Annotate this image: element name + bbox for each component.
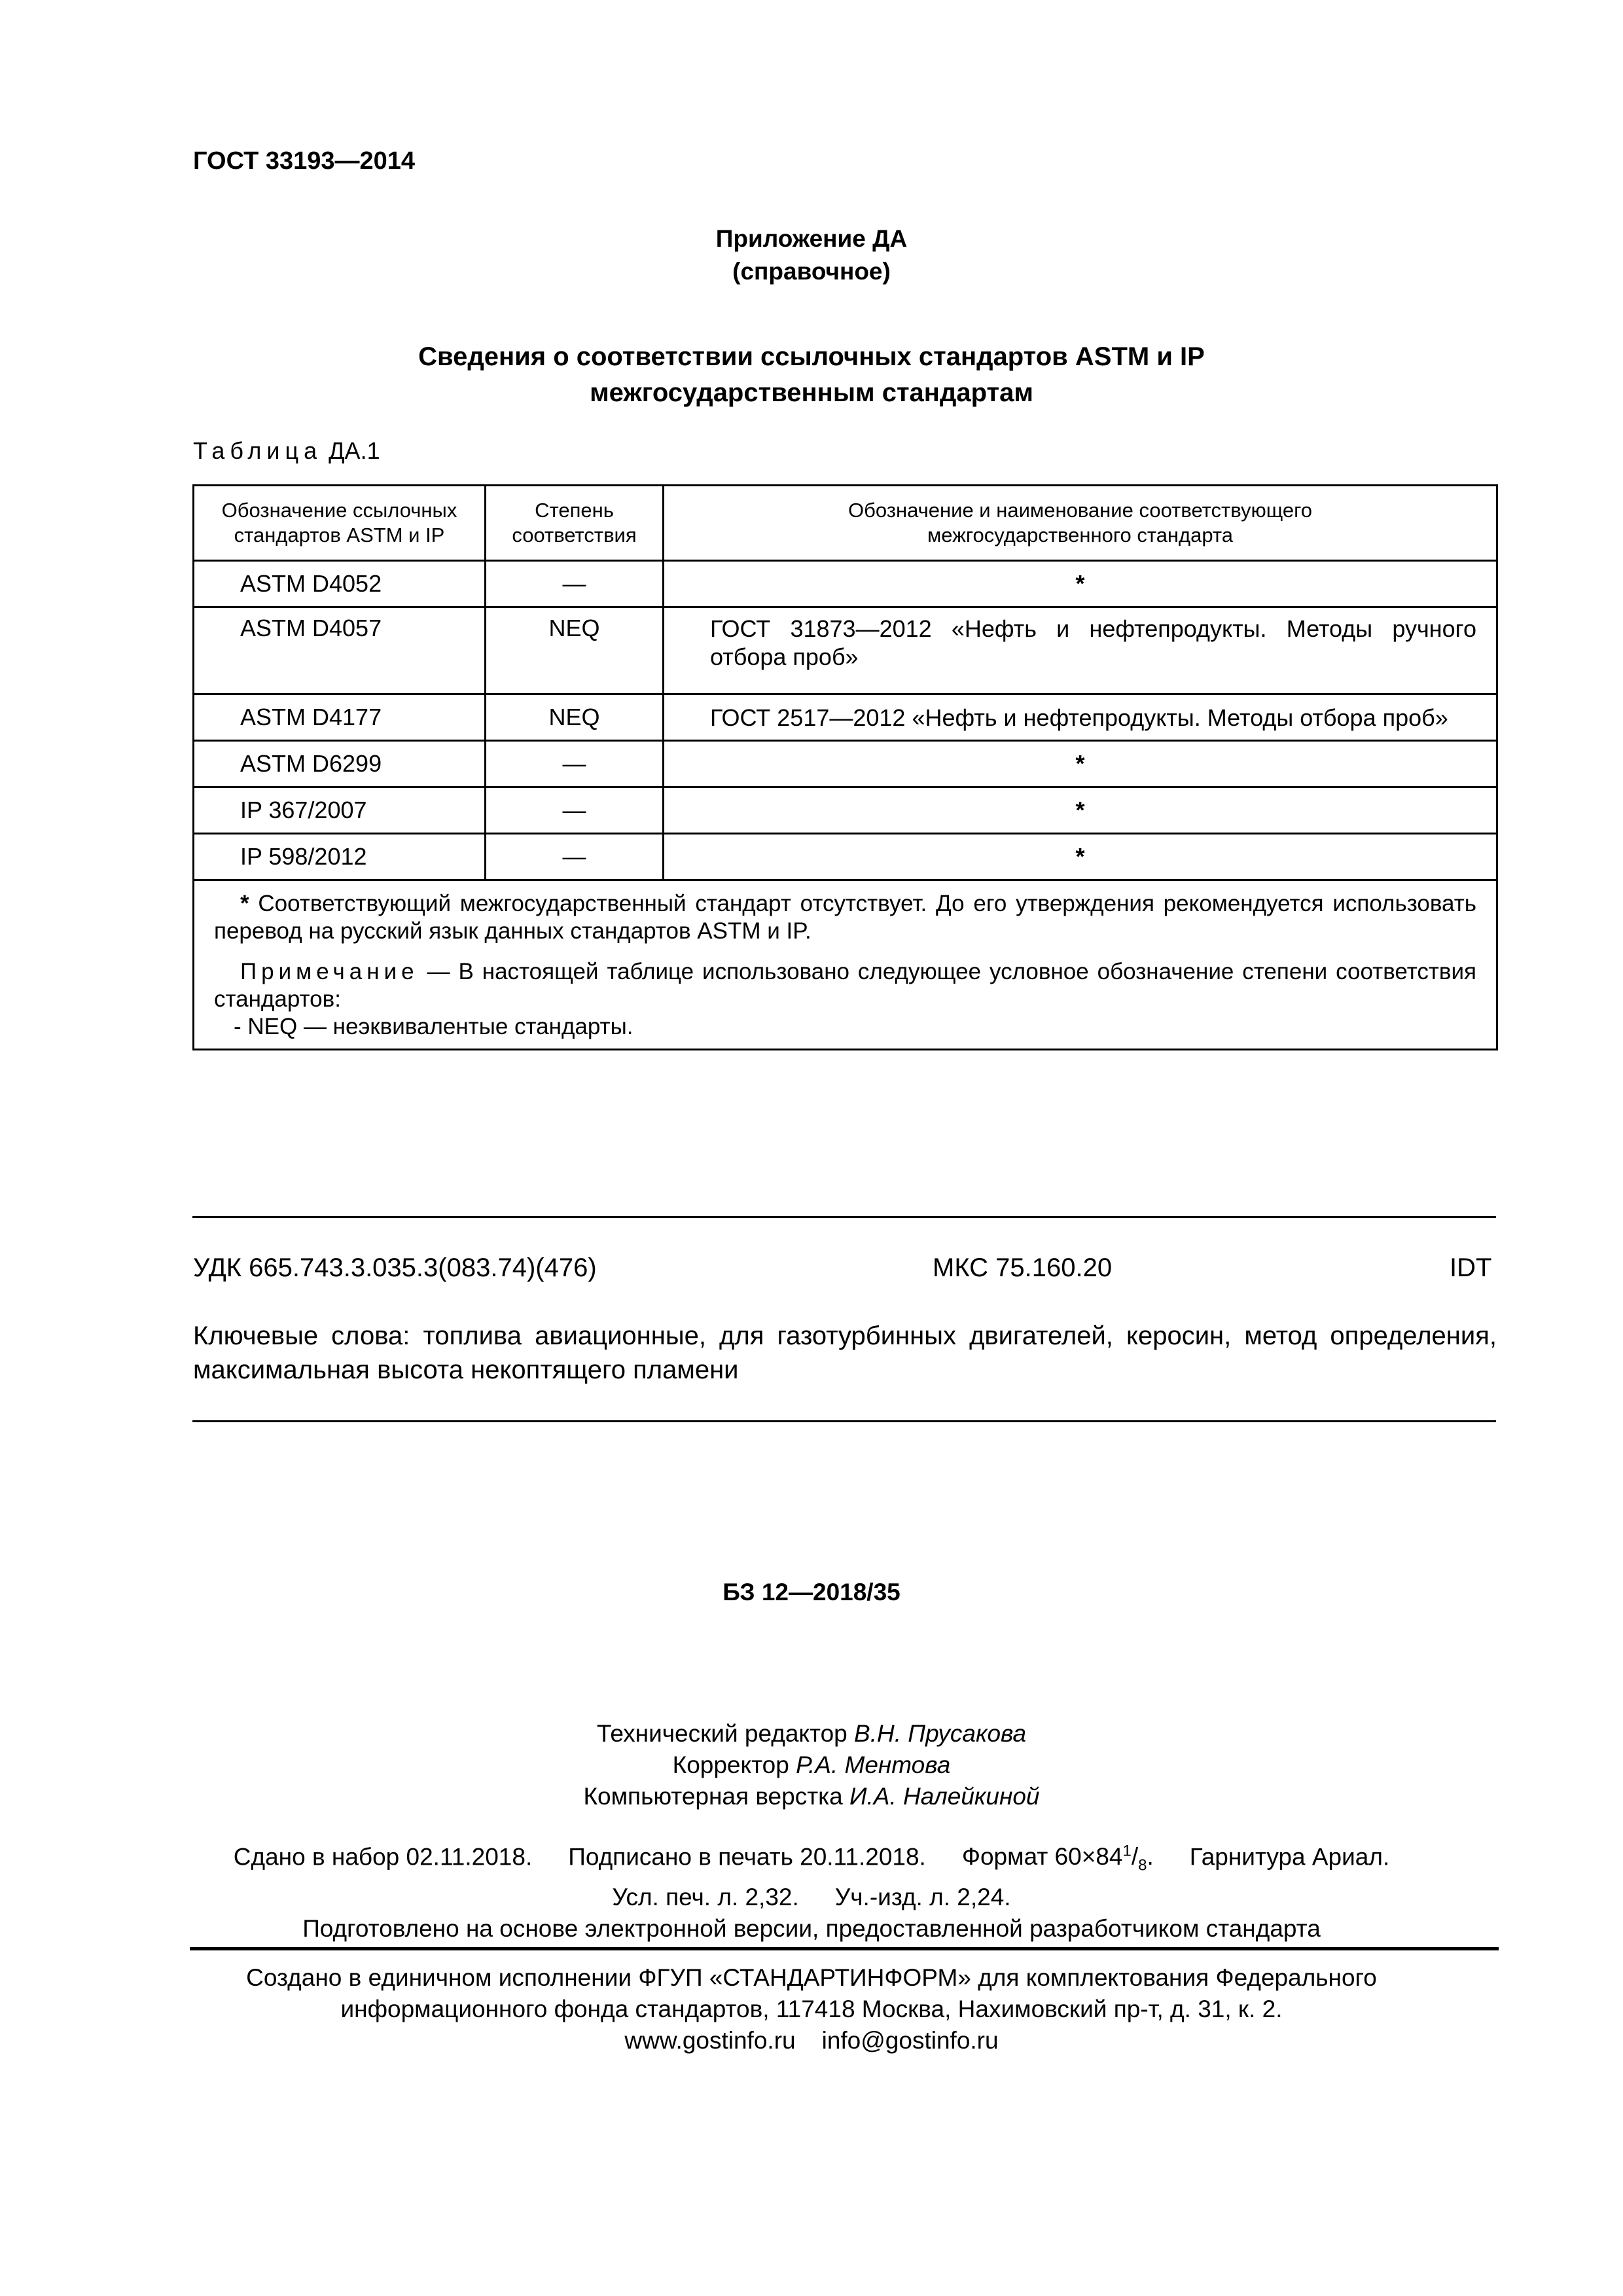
appendix-type: (справочное)	[732, 258, 891, 285]
layout-name: И.А. Налейкиной	[849, 1783, 1040, 1810]
table-caption-number: ДА.1	[329, 437, 380, 464]
table-cell-standard: *	[664, 741, 1497, 787]
bz-number: БЗ 12—2018/35	[722, 1579, 901, 1605]
print-info-block	[0, 1836, 1623, 1945]
table-note	[214, 958, 1476, 1013]
publisher-website[interactable]: www.gostinfo.ru	[624, 2027, 796, 2054]
prepared-note: Подготовлено на основе электронной версии, предоставленной разработчиком стандарта	[302, 1914, 1321, 1942]
table-cell-standard: ГОСТ 31873—2012 «Нефть и нефтепродукты. Методы ручного отбора проб»	[664, 607, 1497, 694]
footnote-text: Соответствующий межгосударственный стандарт отсутствует. До его утверждения рекомендуется использовать перевод на русский язык данных стандартов ASTM и IP.	[214, 891, 1476, 944]
publisher-line2: информационного фонда стандартов, 117418 Москва, Нахимовский пр-т, д. 31, к. 2.	[340, 1996, 1283, 2022]
layout-editor	[0, 1781, 1623, 1812]
divider-publisher	[190, 1947, 1499, 1950]
layout-label: Компьютерная верстка	[583, 1783, 843, 1810]
table-cell-degree: —	[486, 741, 664, 787]
table-footnote	[214, 890, 1476, 945]
corrector-name: Р.А. Ментова	[796, 1751, 951, 1778]
table-footer-row	[194, 880, 1497, 1050]
keywords: Ключевые слова: топлива авиационные, для газотурбинных двигателей, керосин, метод определения, максимальная высота некоптящего пламени	[193, 1321, 1497, 1384]
footnote-mark: *	[240, 891, 249, 916]
column-header-degree-line1: Степень	[535, 499, 614, 522]
table-header-row	[194, 486, 1497, 561]
reference-standards-table	[192, 484, 1498, 1050]
corrector-label: Корректор	[672, 1751, 789, 1778]
section-title-line1: Сведения о соответствии ссылочных стандартов ASTM и IP	[418, 342, 1205, 371]
mks-code: МКС 75.160.20	[933, 1253, 1113, 1282]
format-suffix: .	[1147, 1843, 1154, 1871]
table-row	[194, 694, 1497, 741]
table-row	[194, 834, 1497, 880]
table-caption-prefix: Таблица	[193, 437, 323, 464]
format: Формат $60\times 84^1/_8$.	[961, 1842, 1154, 1874]
table-cell-standard: *	[664, 561, 1497, 607]
print-dates-line	[0, 1836, 1623, 1882]
tech-editor-name: В.Н. Прусакова	[854, 1720, 1027, 1747]
note-item: - NEQ — неэквивалентые стандарты.	[234, 1014, 633, 1039]
publication-sheets: Уч.-изд. л. 2,24.	[834, 1883, 1011, 1910]
table-cell-reference: ASTM D6299	[194, 741, 486, 787]
appendix-title: Приложение ДА	[715, 225, 908, 252]
table-row	[194, 607, 1497, 694]
table-cell-degree: NEQ	[486, 694, 664, 741]
corrector	[0, 1749, 1623, 1781]
publisher-email[interactable]: info@gostinfo.ru	[821, 2027, 999, 2054]
sheets-line	[0, 1882, 1623, 1913]
note-label: Примечание	[240, 959, 419, 984]
tech-editor	[0, 1718, 1623, 1749]
column-header-interstate-standard-line1: Обозначение и наименование соответствующего	[847, 499, 1313, 522]
table-cell-degree: —	[486, 561, 664, 607]
divider-bottom	[192, 1420, 1496, 1422]
column-header-reference-line1: Обозначение ссылочных	[221, 499, 457, 522]
signed-date: Подписано в печать 20.11.2018.	[568, 1843, 926, 1871]
column-header-interstate-standard	[664, 486, 1497, 561]
editors-block	[0, 1718, 1623, 1812]
table-cell-standard: *	[664, 834, 1497, 880]
table-cell-reference: IP 367/2007	[194, 787, 486, 834]
table-caption	[193, 437, 380, 465]
column-header-degree	[486, 486, 664, 561]
table-cell-standard: ГОСТ 2517—2012 «Нефть и нефтепродукты. Методы отбора проб»	[664, 694, 1497, 741]
publisher-block	[0, 1962, 1623, 2056]
format-numerator: 1	[1122, 1842, 1132, 1860]
table-cell-reference: ASTM D4177	[194, 694, 486, 741]
table-row	[194, 561, 1497, 607]
format-prefix: Формат 60×84	[961, 1843, 1123, 1871]
table-cell-reference: ASTM D4057	[194, 607, 486, 694]
divider-top	[192, 1216, 1496, 1218]
table-row	[194, 741, 1497, 787]
table-cell-reference: IP 598/2012	[194, 834, 486, 880]
publisher-line1: Создано в единичном исполнении ФГУП «СТАНДАРТИНФОРМ» для комплектования Федерального	[246, 1964, 1377, 1991]
publisher-contacts	[0, 2025, 1623, 2056]
format-denominator: 8	[1138, 1856, 1147, 1874]
idt-label: IDT	[1450, 1253, 1492, 1282]
appendix-heading	[0, 223, 1623, 288]
table-footer	[194, 880, 1497, 1050]
udc-code: УДК 665.743.3.035.3(083.74)(476)	[193, 1253, 597, 1282]
table-cell-standard: *	[664, 787, 1497, 834]
column-header-interstate-standard-line2: межгосударственного стандарта	[927, 524, 1234, 547]
note-text: — В настоящей таблице использовано следующее условное обозначение степени соответствия стандартов:	[214, 959, 1476, 1012]
section-title-line2: межгосударственным стандартам	[590, 378, 1033, 407]
section-title	[0, 339, 1623, 411]
table-cell-degree: NEQ	[486, 607, 664, 694]
column-header-degree-line2: соответствия	[512, 524, 637, 547]
tech-editor-label: Технический редактор	[596, 1720, 847, 1747]
table-row	[194, 787, 1497, 834]
table-cell-reference: ASTM D4052	[194, 561, 486, 607]
table-cell-degree: —	[486, 834, 664, 880]
document-code: ГОСТ 33193—2014	[193, 147, 416, 175]
table-cell-degree: —	[486, 787, 664, 834]
column-header-reference	[194, 486, 486, 561]
font-name: Гарнитура Ариал.	[1189, 1843, 1390, 1871]
column-header-reference-line2: стандартов ASTM и IP	[234, 524, 445, 547]
submitted-date: Сдано в набор 02.11.2018.	[233, 1843, 533, 1871]
print-sheets: Усл. печ. л. 2,32.	[612, 1883, 799, 1910]
